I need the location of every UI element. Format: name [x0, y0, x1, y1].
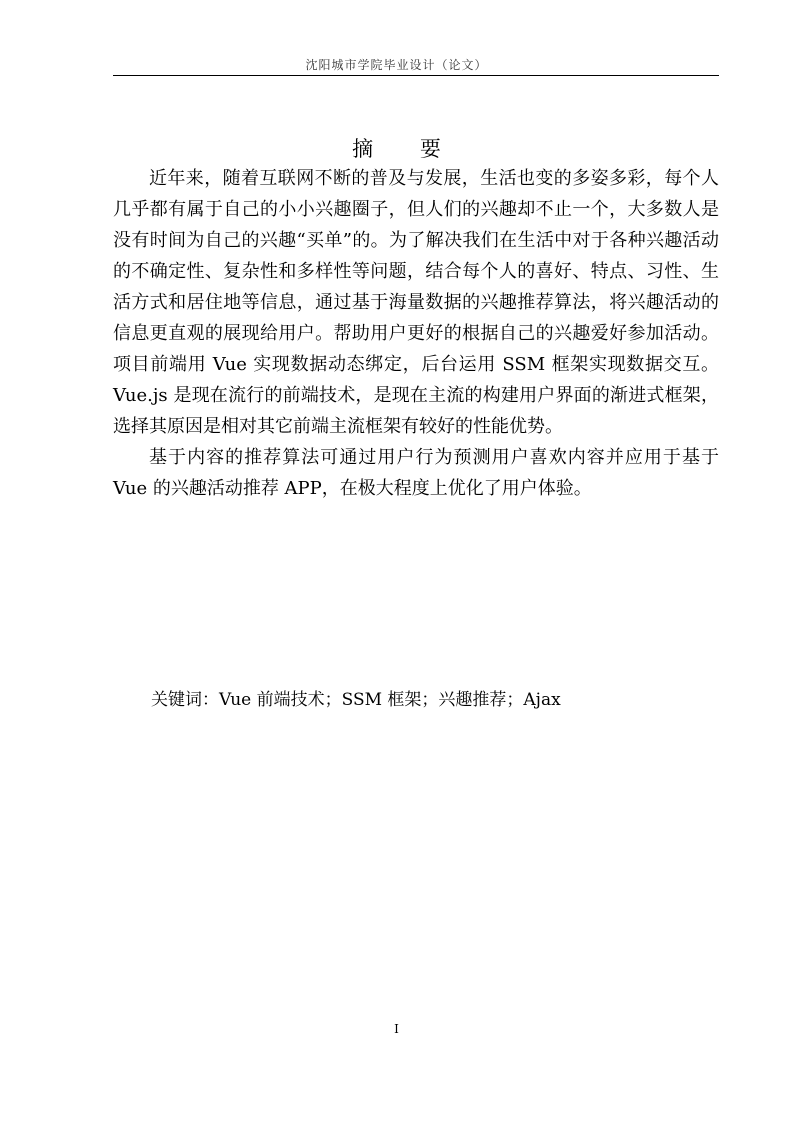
page-number: I	[394, 1022, 399, 1036]
keywords-text: Vue 前端技术；SSM 框架；兴趣推荐；Ajax	[219, 690, 561, 710]
abstract-paragraph-2: 基于内容的推荐算法可通过用户行为预测用户喜欢内容并应用于基于 Vue 的兴趣活动推荐 APP，在极大程度上优化了用户体验。	[113, 447, 719, 499]
running-header: 沈阳城市学院毕业设计（论文）	[305, 58, 488, 72]
abstract-paragraph-1: 近年来，随着互联网不断的普及与发展，生活也变的多姿多彩，每个人几乎都有属于自己的小小兴趣圈子，但人们的兴趣却不止一个，大多数人是没有时间为自己的兴趣“买单”的。为了解决我们在生活中对于各种兴趣活动的不确定性、复杂性和多样性等问题，结合每个人的喜好、特点、习性、生活方式和居住地等信息，通过基于海量数据的兴趣推荐算法，将兴趣活动的信息更直观的展现给用户。帮助用户更好的根据自己的兴趣爱好参加活动。项目前端用 Vue 实现数据动态绑定，后台运用 SSM 框架实现数据交互。Vue.js 是现在流行的前端技术，是现在主流的构建用户界面的渐进式框架，选择其原因是相对其它前端主流框架有较好的性能优势。	[113, 168, 719, 437]
header-divider	[113, 75, 719, 76]
keywords-label: 关键词：	[151, 690, 219, 710]
abstract-title: 摘 要	[352, 137, 461, 161]
abstract-body	[113, 163, 719, 504]
keywords-line	[151, 686, 719, 714]
